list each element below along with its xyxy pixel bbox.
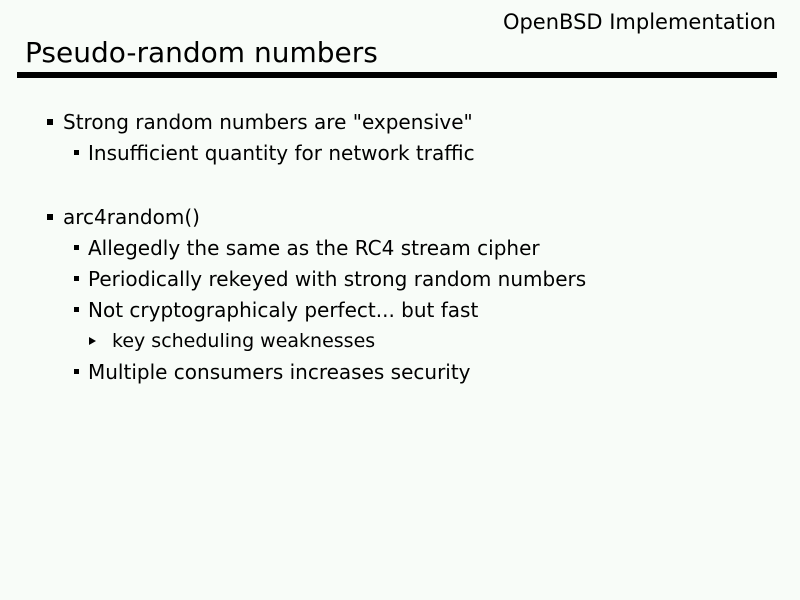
list-item — [0, 325, 800, 356]
square-bullet-icon — [47, 214, 53, 220]
title-underline — [17, 72, 777, 78]
bullet-text: key scheduling weaknesses — [112, 329, 376, 352]
page-title: Pseudo-random numbers — [25, 36, 378, 69]
bullet-text: arc4random() — [63, 204, 200, 229]
list-item — [0, 106, 800, 137]
corner-label: OpenBSD Implementation — [502, 10, 776, 34]
square-bullet-icon — [74, 276, 79, 281]
bullet-text: Multiple consumers increases security — [88, 359, 471, 384]
list-item — [0, 232, 800, 263]
bullet-text: Allegedly the same as the RC4 stream cipher — [88, 235, 540, 260]
square-bullet-icon — [74, 150, 79, 155]
square-bullet-icon — [74, 245, 79, 250]
bullet-text: Strong random numbers are "expensive" — [63, 109, 473, 134]
list-item — [0, 356, 800, 387]
bullet-list — [0, 106, 800, 387]
list-item — [0, 137, 800, 168]
list-item — [0, 294, 800, 325]
blank-line — [0, 168, 800, 201]
square-bullet-icon — [74, 307, 79, 312]
triangle-bullet-icon — [89, 337, 96, 345]
bullet-text: Periodically rekeyed with strong random numbers — [88, 266, 587, 291]
square-bullet-icon — [47, 119, 53, 125]
bullet-text: Not cryptographicaly perfect... but fast — [88, 297, 479, 322]
square-bullet-icon — [74, 369, 79, 374]
list-item — [0, 201, 800, 232]
list-item — [0, 263, 800, 294]
bullet-text: Insufficient quantity for network traffic — [88, 140, 475, 165]
